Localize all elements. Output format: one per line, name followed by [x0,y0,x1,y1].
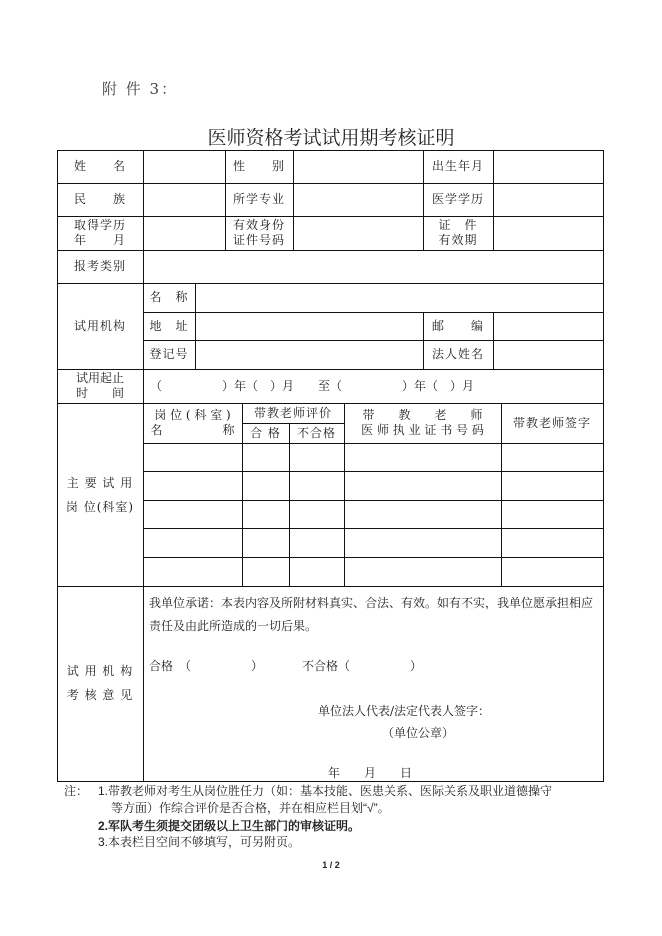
page-title: 医师资格考试试用期考核证明 [207,127,455,149]
label-id-valid: 证 件 有效期 [438,218,478,247]
post-cell [501,443,604,472]
note-1: 1.带教老师对考生从岗位胜任力（如：基本技能、医患关系、医际关系及职业道德操守 [98,784,553,798]
opinion-fail: 不合格（ ） [302,659,423,673]
table-cell [195,340,424,370]
attachment-label: 附 件 3： [102,80,179,98]
table-cell [493,312,604,341]
label-inst-name: 名 称 [149,290,189,304]
post-cell [501,528,604,558]
table-cell [143,250,604,284]
post-cell [242,528,290,558]
post-cell [242,471,290,501]
post-cell [242,443,290,472]
label-edu-date: 取得学历 年 月 [73,218,126,247]
post-cell [289,557,345,587]
label-reg-no: 登记号 [149,347,189,361]
note-3: 3.本表栏目空间不够填写，可另附页。 [98,835,301,849]
page-number: 1 / 2 [322,860,340,870]
post-cell [143,500,243,529]
header-pass: 合 格 [250,425,281,440]
label-name: 姓 名 [73,159,126,173]
post-cell [501,557,604,587]
label-birth: 出生年月 [431,159,484,173]
notes-prefix: 注： [64,784,89,798]
label-degree: 医学学历 [431,192,484,206]
post-cell [143,528,243,558]
label-id-no: 有效身份 证件号码 [232,218,285,247]
post-cell [289,443,345,472]
table-cell [143,216,226,251]
label-inst-address: 地 址 [149,318,189,333]
post-cell [143,471,243,501]
table-cell [293,216,424,251]
header-fail: 不合格 [296,425,336,440]
post-cell [289,471,345,501]
table-cell [493,340,604,370]
label-period: 试用起止 时 间 [75,371,124,400]
period-text: （ ）年（ ）月 至（ ）年（ ）月 [150,379,475,393]
table-cell [195,283,604,313]
label-institution: 试用机构 [73,318,126,333]
label-category: 报考类别 [73,259,126,273]
note-2: 2.军队考生须提交团级以上卫生部门的审核证明。 [98,819,361,833]
opinion-pass: 合格 （ ） [149,659,264,673]
opinion-date: 年 月 日 [328,766,413,780]
table-cell [493,183,604,217]
label-major: 所学专业 [232,192,285,206]
post-cell [143,557,243,587]
header-license: 带 教 老 师 医 师 执 业 证 书 号 码 [361,408,484,437]
table-cell [493,150,604,184]
table-cell [195,312,424,341]
post-cell [501,500,604,529]
post-cell [289,528,345,558]
opinion-seal: （单位公章） [382,726,455,740]
label-gender: 性 别 [232,159,285,173]
post-cell [143,443,243,472]
label-opinion: 试 用 机 构 考 核 意 见 [66,664,134,702]
table-cell [143,183,226,217]
opinion-promise: 我单位承诺：本表内容及所附材料真实、合法、有效。如有不实，我单位愿承担相应责任及由此所造成的一切后果。 [149,596,594,633]
post-cell [344,471,502,501]
post-cell [344,443,502,472]
header-eval: 带教老师评价 [253,405,332,420]
post-cell [501,471,604,501]
header-post-name: 岗 位 ( 科 室 ) 名 称 [150,408,235,437]
table-cell [293,150,424,184]
post-cell [242,557,290,587]
post-cell [344,500,502,529]
label-legal-person: 法人姓名 [431,347,484,361]
label-posts: 主 要 试 用 岗 位(科室) [65,475,135,514]
label-ethnic: 民 族 [73,192,126,206]
table-cell [143,150,226,184]
header-sign: 带教老师签字 [512,415,591,430]
table-cell [493,216,604,251]
post-cell [344,557,502,587]
post-cell [242,500,290,529]
post-cell [289,500,345,529]
opinion-signer: 单位法人代表/法定代表人签字： [318,704,491,718]
post-cell [344,528,502,558]
label-postcode: 邮 编 [431,318,484,333]
table-cell [293,183,424,217]
note-1-cont: 等方面）作综合评价是否合格，并在相应栏目划“√”。 [111,801,390,815]
